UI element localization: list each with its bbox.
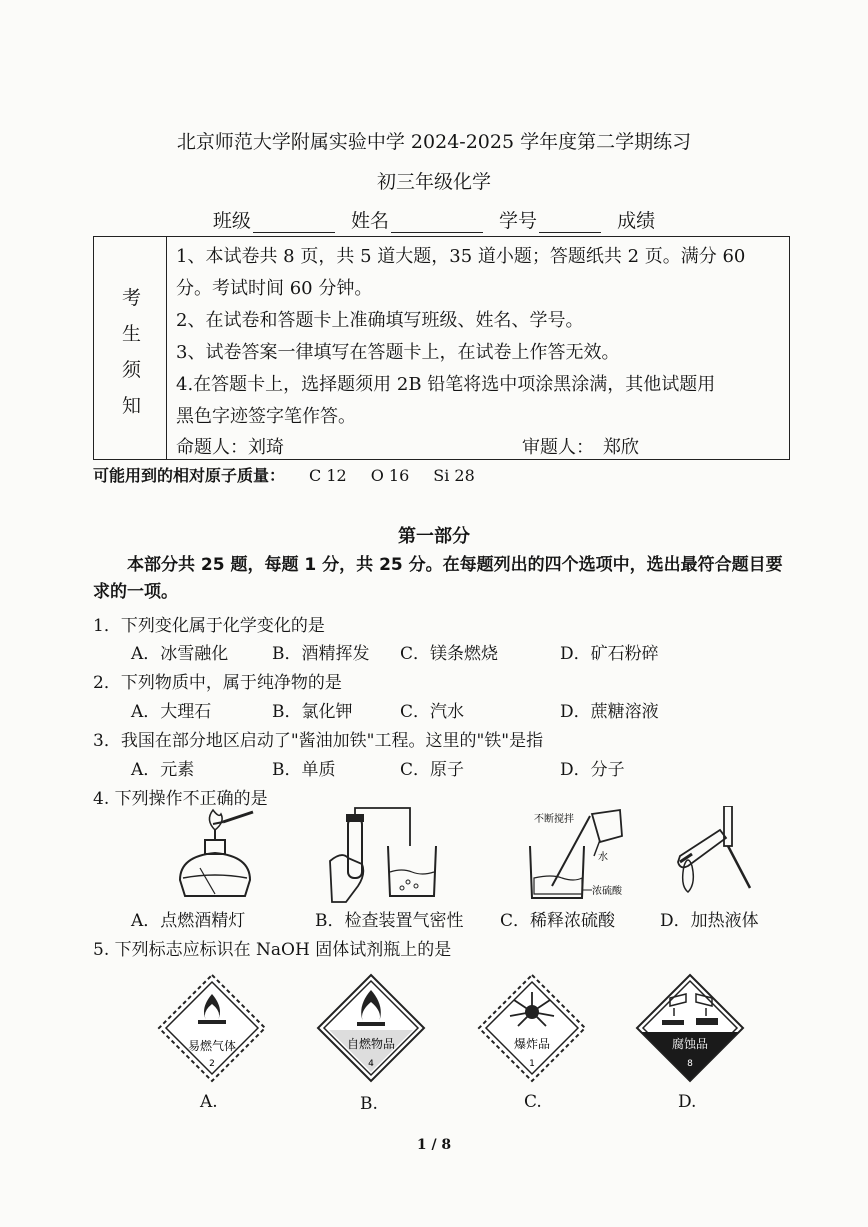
atomic-masses-label: 可能用到的相对原子质量： — [93, 466, 286, 485]
sign-a-number: 2 — [209, 1059, 215, 1069]
sign-d-text: 腐蚀品 — [671, 1037, 709, 1051]
notice-line: 2、在试卷和答题卡上准确填写班级、姓名、学号。 — [176, 310, 584, 331]
q5-option-b[interactable]: B. — [360, 1094, 378, 1114]
question-author: 命题人：刘琦 — [176, 437, 284, 458]
class-label: 班级 — [212, 210, 251, 232]
acid-label: 浓硫酸 — [592, 886, 622, 897]
sign-b-number: 4 — [368, 1059, 374, 1069]
q4-option-d[interactable]: D．加热液体 — [660, 911, 759, 931]
alcohol-lamp-figure — [165, 808, 265, 908]
part-title: 第一部分 — [398, 526, 470, 547]
name-blank[interactable] — [391, 213, 483, 233]
q2-option-d[interactable]: D．蔗糖溶液 — [560, 702, 659, 722]
flammable-gas-sign — [156, 972, 268, 1084]
q5-option-d[interactable]: D. — [678, 1092, 697, 1112]
q5-option-a[interactable]: A. — [200, 1092, 218, 1112]
notice-line: 黑色字迹签字笔作答。 — [176, 406, 356, 427]
notice-char: 须 — [122, 359, 142, 381]
q1-option-d[interactable]: D．矿石粉碎 — [560, 644, 659, 664]
candidate-notice-box — [93, 236, 790, 460]
exam-subtitle: 初三年级化学 — [376, 171, 491, 193]
q1-option-a[interactable]: A．冰雪融化 — [131, 644, 229, 664]
part-intro: 本部分共 25 题，每题 1 分，共 25 分。在每题列出的四个选项中，选出最符合题目要求的一项。 — [93, 555, 783, 602]
notice-char: 生 — [122, 323, 142, 345]
notice-line: 3、试卷答案一律填写在答题卡上，在试卷上作答无效。 — [176, 342, 620, 363]
question-reviewer: 审题人： 郑欣 — [522, 437, 639, 458]
question-3-stem: 3．我国在部分地区启动了"酱油加铁"工程。这里的"铁"是指 — [93, 731, 544, 751]
question-4-stem: 4. 下列操作不正确的是 — [93, 789, 268, 809]
sign-a-text: 易燃气体 — [187, 1039, 237, 1053]
notice-line: 1、本试卷共 8 页，共 5 道大题，35 道小题；答题纸共 2 页。满分 60 — [176, 246, 746, 267]
id-label: 学号 — [499, 210, 538, 232]
sign-b-text: 自燃物品 — [346, 1037, 396, 1051]
notice-char: 知 — [122, 395, 142, 417]
name-label: 姓名 — [350, 210, 389, 232]
score-label: 成绩 — [617, 210, 656, 232]
heat-liquid-figure — [670, 806, 760, 906]
q3-option-b[interactable]: B．单质 — [272, 760, 336, 780]
class-blank[interactable] — [253, 213, 335, 233]
notice-char: 考 — [122, 287, 142, 309]
mass-c: C 12 — [309, 466, 347, 485]
atomic-masses — [93, 463, 475, 486]
sign-d-number: 8 — [687, 1059, 693, 1069]
spontaneous-combustion-sign — [315, 972, 427, 1084]
q2-option-c[interactable]: C．汽水 — [400, 702, 465, 722]
q1-option-b[interactable]: B．酒精挥发 — [272, 644, 370, 664]
dilute-acid-figure — [512, 806, 637, 906]
q2-option-a[interactable]: A．大理石 — [131, 702, 212, 722]
notice-line: 4.在答题卡上，选择题须用 2B 铅笔将选中项涂黑涂满，其他试题用 — [176, 374, 716, 395]
q1-option-c[interactable]: C．镁条燃烧 — [400, 644, 499, 664]
question-1-stem: 1．下列变化属于化学变化的是 — [93, 616, 325, 636]
exam-title: 北京师范大学附属实验中学 2024-2025 学年度第二学期练习 — [176, 131, 692, 153]
q3-option-d[interactable]: D．分子 — [560, 760, 625, 780]
notice-text — [176, 241, 784, 433]
sign-c-text: 爆炸品 — [513, 1037, 551, 1051]
mass-o: O 16 — [370, 466, 410, 485]
q3-option-c[interactable]: C．原子 — [400, 760, 465, 780]
q5-option-c[interactable]: C. — [524, 1092, 542, 1112]
q4-option-a[interactable]: A．点燃酒精灯 — [131, 911, 246, 931]
question-5-stem: 5. 下列标志应标识在 NaOH 固体试剂瓶上的是 — [93, 940, 452, 960]
q4-option-c[interactable]: C．稀释浓硫酸 — [500, 911, 616, 931]
water-label: 水 — [598, 852, 608, 863]
explosive-sign — [476, 972, 588, 1084]
q4-option-b[interactable]: B．检查装置气密性 — [315, 911, 464, 931]
student-info-row — [0, 206, 868, 233]
q3-option-a[interactable]: A．元素 — [131, 760, 195, 780]
corrosive-sign — [634, 972, 746, 1084]
airtightness-figure — [322, 806, 447, 906]
q2-option-b[interactable]: B．氯化钾 — [272, 702, 353, 722]
sign-c-number: 1 — [529, 1059, 535, 1069]
id-blank[interactable] — [539, 213, 601, 233]
stir-label: 不断搅拌 — [534, 814, 574, 825]
notice-line: 分。考试时间 60 分钟。 — [176, 278, 373, 299]
question-2-stem: 2．下列物质中，属于纯净物的是 — [93, 673, 342, 693]
mass-si: Si 28 — [433, 466, 475, 485]
notice-side-label — [94, 237, 167, 459]
page-number: 1 / 8 — [416, 1137, 452, 1153]
